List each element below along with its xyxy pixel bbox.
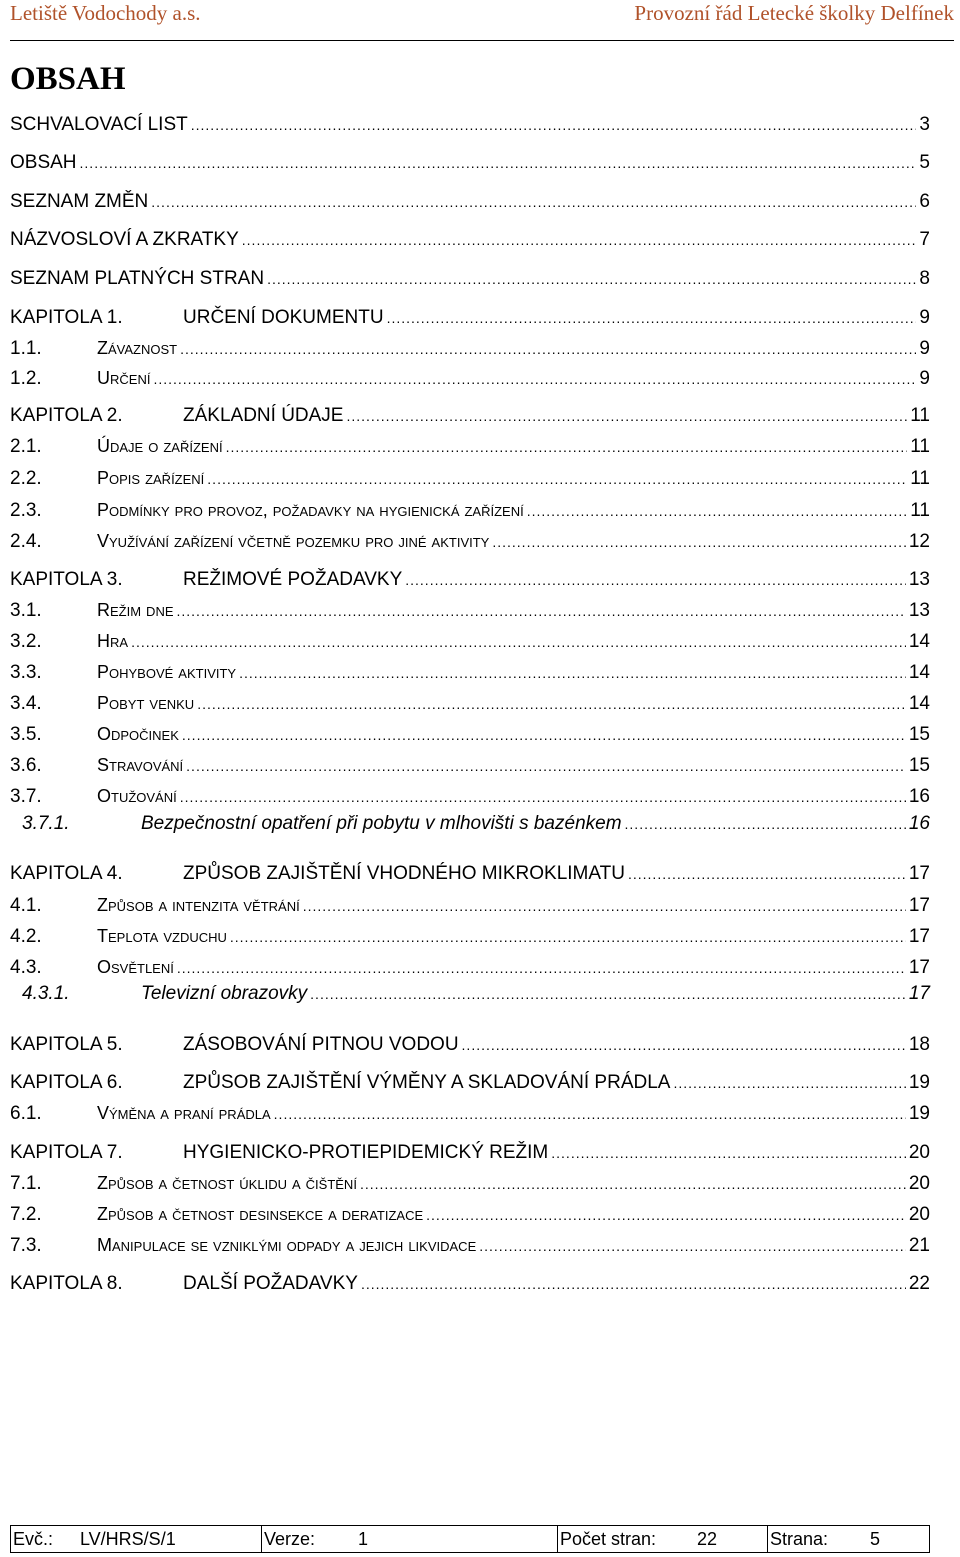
toc-entry-number: 4.2. [10, 926, 42, 947]
toc-chapter-entry[interactable] [10, 1273, 930, 1295]
toc-entry-number: 1.1. [10, 338, 42, 359]
toc-entry-title: Určení [97, 368, 151, 388]
toc-entry-number: KAPITOLA 6. [10, 1072, 123, 1093]
toc-leader [673, 1075, 905, 1091]
toc-entry-title: Popis zařízení [97, 468, 205, 488]
toc-entry-title: URČENÍ DOKUMENTU [183, 307, 384, 328]
toc-section-entry[interactable] [10, 926, 930, 948]
footer-strana-value: 5 [870, 1528, 881, 1549]
toc-entry-title: ZÁKLADNÍ ÚDAJE [183, 405, 344, 426]
toc-entry-title: Výměna a praní prádla [97, 1103, 271, 1123]
toc-leader [462, 1037, 906, 1053]
toc-section-entry[interactable] [10, 500, 930, 522]
toc-entry-page: 20 [908, 1173, 930, 1194]
toc-entry-number: KAPITOLA 2. [10, 405, 123, 426]
toc-chapter-entry[interactable] [10, 307, 930, 329]
toc-leader [177, 603, 906, 619]
toc-entry[interactable] [10, 191, 930, 213]
footer-cell-strana [768, 1526, 929, 1552]
toc-entry-title: NÁZVOSLOVÍ A ZKRATKY [10, 229, 239, 250]
toc-entry-number: 4.3.1. [22, 983, 70, 1004]
toc-section-entry[interactable] [10, 436, 930, 458]
toc-section-entry[interactable] [10, 468, 930, 490]
toc-entry-page: 9 [919, 368, 930, 389]
toc-entry-number: 6.1. [10, 1103, 42, 1124]
toc-section-entry[interactable] [10, 338, 930, 360]
toc-entry-number: KAPITOLA 3. [10, 569, 123, 590]
footer-cell-evc [11, 1526, 262, 1552]
toc-entry-page: 22 [908, 1273, 930, 1294]
footer-pocet-label: Počet stran: [560, 1528, 657, 1549]
toc-leader [131, 634, 906, 650]
toc-chapter-entry[interactable] [10, 1034, 930, 1056]
toc-leader [405, 572, 906, 588]
footer-verze-value: 1 [358, 1528, 369, 1549]
toc-entry-page: 11 [910, 436, 930, 457]
toc-leader [80, 155, 917, 171]
toc-entry-title: Televizní obrazovky [141, 983, 308, 1004]
toc-entry-title: Režim dne [97, 600, 174, 620]
toc-entry-page: 17 [908, 895, 930, 916]
toc-leader [628, 866, 906, 882]
footer-evc-value: LV/HRS/S/1 [80, 1528, 176, 1549]
toc-entry-number: KAPITOLA 4. [10, 863, 123, 884]
toc-section-entry[interactable] [10, 1103, 930, 1125]
toc-entry-page: 17 [908, 957, 930, 978]
toc-leader [226, 439, 908, 455]
toc-leader [625, 816, 906, 832]
toc-leader [310, 986, 906, 1002]
toc-entry-title: Způsob a četnost desinsekce a deratizace [97, 1204, 424, 1224]
toc-entry-number: 3.2. [10, 631, 42, 652]
toc-leader [239, 665, 906, 681]
toc-entry-title: Manipulace se vzniklými odpady a jejich likvidace [97, 1235, 477, 1255]
toc-entry-page: 9 [919, 307, 930, 328]
toc-entry-page: 3 [919, 114, 930, 135]
toc-leader [303, 898, 906, 914]
toc-section-entry[interactable] [10, 957, 930, 979]
toc-entry-number: 7.1. [10, 1173, 42, 1194]
toc-entry[interactable] [10, 229, 930, 251]
toc-leader [267, 271, 916, 287]
toc-entry-number: 7.3. [10, 1235, 42, 1256]
toc-section-entry[interactable] [10, 1204, 930, 1226]
toc-entry-title: Otužování [97, 786, 177, 806]
toc-entry-page: 20 [908, 1142, 930, 1163]
toc-entry-page: 15 [908, 724, 930, 745]
toc-entry-title: Bezpečnostní opatření při pobytu v mlhovišti s bazénkem [141, 813, 622, 834]
toc-entry-number: 3.4. [10, 693, 42, 714]
toc-leader [242, 232, 917, 248]
footer-pocet-value: 22 [697, 1528, 718, 1549]
toc-entry-title: Pobyt venku [97, 693, 195, 713]
toc-leader [479, 1238, 906, 1254]
toc-entry-page: 16 [908, 813, 930, 834]
toc-entry-title: SCHVALOVACÍ LIST [10, 114, 188, 135]
toc-section-entry[interactable] [10, 895, 930, 917]
toc-entry-title: HYGIENICKO-PROTIEPIDEMICKÝ REŽIM [183, 1142, 549, 1163]
toc-section-entry[interactable] [10, 531, 930, 553]
footer-evc-label: Evč.: [13, 1528, 54, 1549]
toc-entry-page: 11 [910, 468, 930, 489]
toc-section-entry[interactable] [10, 724, 930, 746]
toc-section-entry[interactable] [10, 600, 930, 622]
toc-entry-page: 13 [908, 600, 930, 621]
toc-leader [182, 727, 906, 743]
toc-entry-title: Osvětlení [97, 957, 174, 977]
toc-entry-number: 3.1. [10, 600, 42, 621]
header-document-title: Provozní řád Letecké školky Delfínek [634, 1, 954, 25]
footer-verze-label: Verze: [264, 1528, 316, 1549]
toc-leader [527, 503, 908, 519]
toc-entry-title: REŽIMOVÉ POŽADAVKY [183, 569, 403, 590]
toc-entry-number: 2.3. [10, 500, 42, 521]
toc-entry-page: 17 [908, 983, 930, 1004]
toc-entry-page: 5 [919, 152, 930, 173]
toc-section-entry[interactable] [10, 786, 930, 808]
toc-entry-page: 8 [919, 268, 930, 289]
toc-section-entry[interactable] [10, 693, 930, 715]
toc-entry[interactable] [10, 152, 930, 174]
toc-entry-number: 3.6. [10, 755, 42, 776]
toc-entry-number: 3.7.1. [22, 813, 70, 834]
toc-entry-page: 16 [908, 786, 930, 807]
toc-entry-page: 12 [908, 531, 930, 552]
toc-entry-page: 19 [908, 1103, 930, 1124]
toc-entry-title: Využívání zařízení včetně pozemku pro jiné aktivity [97, 531, 490, 551]
toc-entry-title: OBSAH [10, 152, 77, 173]
toc-entry[interactable] [10, 114, 930, 136]
toc-section-entry[interactable] [10, 631, 930, 653]
toc-entry-page: 14 [908, 662, 930, 683]
toc-leader [230, 929, 906, 945]
toc-entry-title: DALŠÍ POŽADAVKY [183, 1273, 358, 1294]
toc-section-entry[interactable] [10, 1235, 930, 1257]
toc-entry-title: Způsob a četnost úklidu a čištění [97, 1173, 357, 1193]
toc-chapter-entry[interactable] [10, 1142, 930, 1164]
toc-leader [191, 117, 917, 133]
toc-entry-number: 7.2. [10, 1204, 42, 1225]
toc-leader [387, 310, 917, 326]
toc-chapter-entry[interactable] [10, 1072, 930, 1094]
toc-entry-title: Způsob a intenzita větrání [97, 895, 300, 915]
toc-entry-number: KAPITOLA 1. [10, 307, 123, 328]
toc-entry-page: 17 [908, 863, 930, 884]
header-company: Letiště Vodochody a.s. [10, 1, 201, 25]
toc-entry-number: KAPITOLA 5. [10, 1034, 123, 1055]
toc-entry-page: 6 [919, 191, 930, 212]
toc-leader [360, 1176, 906, 1192]
toc-chapter-entry[interactable] [10, 405, 930, 427]
toc-entry-title: Odpočinek [97, 724, 179, 744]
toc-chapter-entry[interactable] [10, 569, 930, 591]
toc-entry-page: 11 [910, 405, 930, 426]
toc-leader [492, 534, 906, 550]
toc-leader [274, 1106, 906, 1122]
footer-strana-label: Strana: [770, 1528, 829, 1549]
footer-cell-pocet [558, 1526, 768, 1552]
toc-entry-title: Stravování [97, 755, 184, 775]
toc-leader [180, 341, 916, 357]
toc-entry-number: 4.3. [10, 957, 42, 978]
toc-entry-page: 15 [908, 755, 930, 776]
toc-entry-number: KAPITOLA 7. [10, 1142, 123, 1163]
toc-entry-title: ZPŮSOB ZAJIŠTĚNÍ VÝMĚNY A SKLADOVÁNÍ PRÁDLA [183, 1072, 671, 1093]
toc-entry-title: Hra [97, 631, 129, 651]
toc-section-entry[interactable] [10, 368, 930, 390]
toc-entry[interactable] [10, 268, 930, 290]
toc-entry-page: 9 [919, 338, 930, 359]
toc-entry-number: 2.1. [10, 436, 42, 457]
toc-leader [346, 408, 907, 424]
toc-leader [426, 1207, 906, 1223]
toc-leader [151, 194, 916, 210]
toc-subsection-entry[interactable] [10, 813, 930, 835]
page-header [10, 0, 954, 41]
toc-section-entry[interactable] [10, 755, 930, 777]
toc-leader [177, 960, 906, 976]
footer-cell-verze [262, 1526, 558, 1552]
toc-entry-number: 1.2. [10, 368, 42, 389]
toc-section-entry[interactable] [10, 662, 930, 684]
toc-entry-page: 14 [908, 693, 930, 714]
toc-entry-title: Závaznost [97, 338, 178, 358]
toc-entry-number: 2.4. [10, 531, 42, 552]
toc-entry-page: 14 [908, 631, 930, 652]
toc-chapter-entry[interactable] [10, 863, 930, 885]
toc-entry-page: 11 [910, 500, 930, 521]
toc-entry-number: 4.1. [10, 895, 42, 916]
toc-leader [180, 789, 906, 805]
toc-entry-page: 17 [908, 926, 930, 947]
toc-entry-number: KAPITOLA 8. [10, 1273, 123, 1294]
toc-leader [153, 371, 916, 387]
toc-entry-page: 13 [908, 569, 930, 590]
toc-leader [551, 1145, 906, 1161]
toc-entry-title: Podmínky pro provoz, požadavky na hygienická zařízení [97, 500, 524, 520]
document-footer-table [10, 1525, 930, 1553]
toc-entry-page: 19 [908, 1072, 930, 1093]
toc-entry-number: 3.3. [10, 662, 42, 683]
toc-section-entry[interactable] [10, 1173, 930, 1195]
toc-leader [197, 696, 906, 712]
toc-entry-title: Pohybové aktivity [97, 662, 237, 682]
toc-entry-page: 21 [908, 1235, 930, 1256]
toc-entry-title: ZPŮSOB ZAJIŠTĚNÍ VHODNÉHO MIKROKLIMATU [183, 863, 625, 884]
toc-entry-title: ZÁSOBOVÁNÍ PITNOU VODOU [183, 1034, 459, 1055]
toc-leader [361, 1276, 906, 1292]
toc-subsection-entry[interactable] [10, 983, 930, 1005]
toc-leader [186, 758, 906, 774]
toc-entry-number: 2.2. [10, 468, 42, 489]
toc-entry-page: 7 [919, 229, 930, 250]
toc-entry-page: 18 [908, 1034, 930, 1055]
toc-entry-title: SEZNAM PLATNÝCH STRAN [10, 268, 265, 289]
toc-entry-title: SEZNAM ZMĚN [10, 191, 149, 212]
toc-entry-page: 20 [908, 1204, 930, 1225]
toc-entry-title: Údaje o zařízení [97, 436, 223, 456]
toc-entry-title: Teplota vzduchu [97, 926, 227, 946]
toc-entry-number: 3.7. [10, 786, 42, 807]
toc-entry-number: 3.5. [10, 724, 42, 745]
toc-leader [207, 471, 907, 487]
page-title: OBSAH [10, 61, 126, 97]
